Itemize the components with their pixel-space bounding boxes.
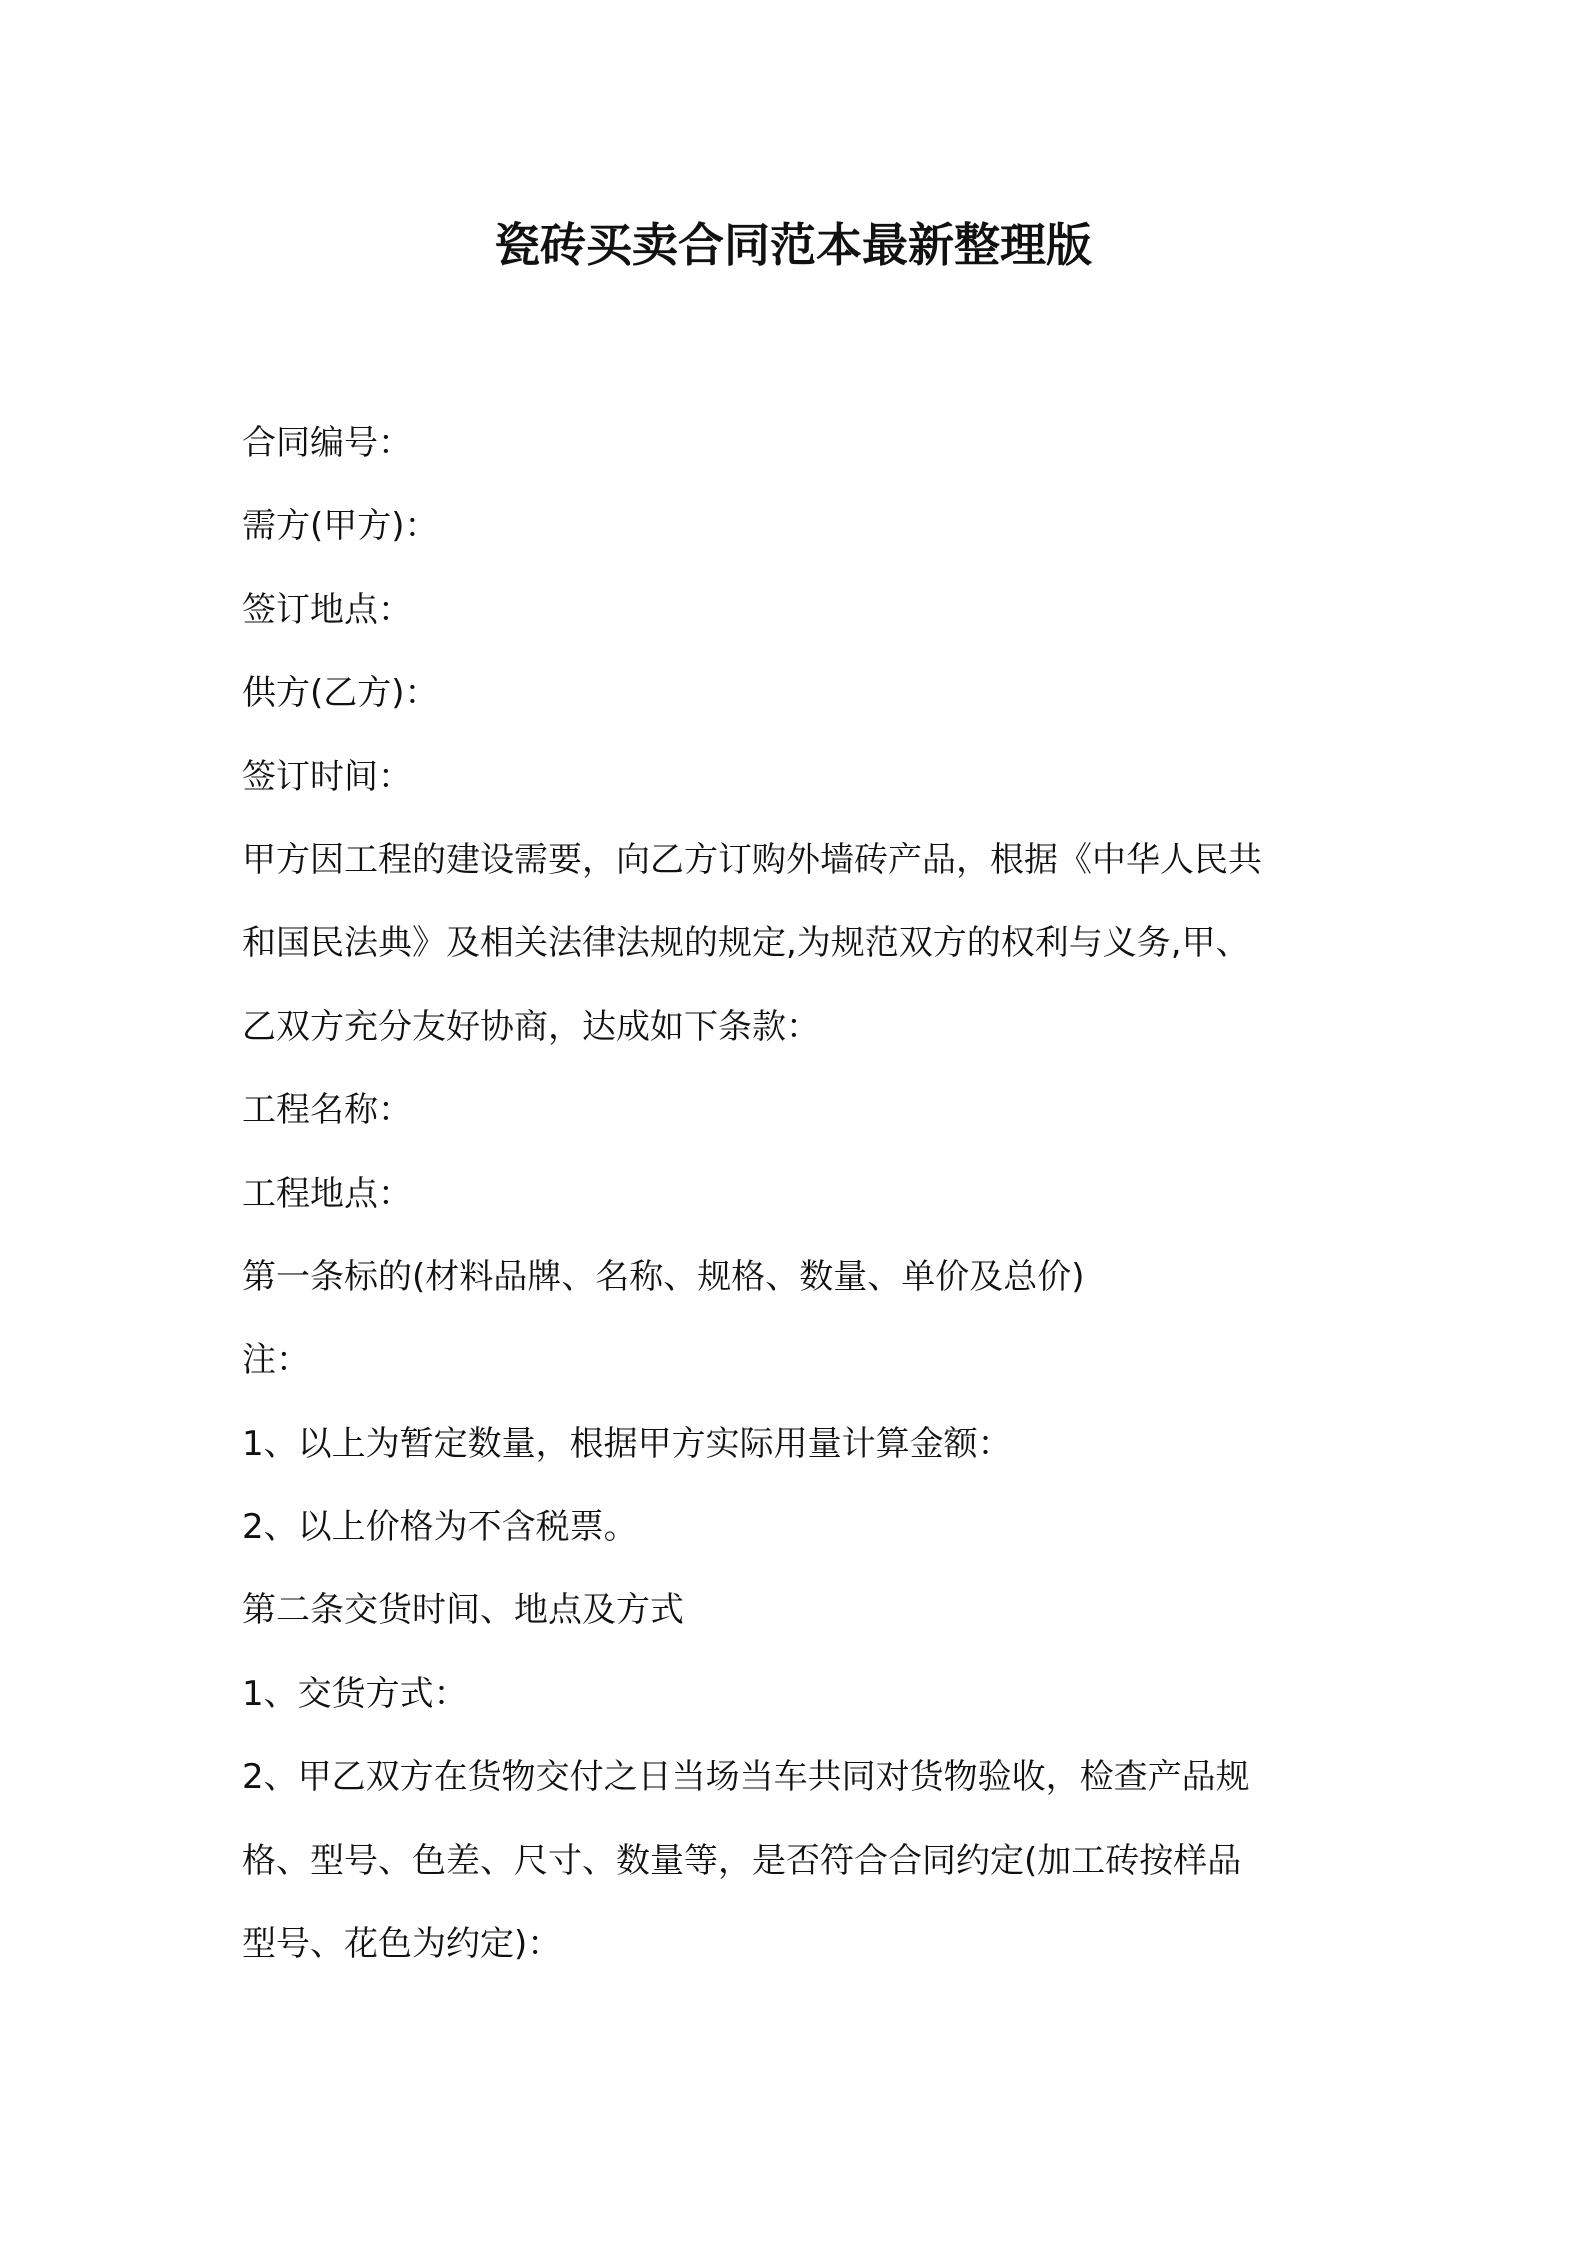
document-title: 瓷砖买卖合同范本最新整理版	[494, 218, 1092, 272]
preamble-line: 和国民法典》及相关法律法规的规定,为规范双方的权利与义务,甲、	[242, 923, 1250, 964]
document-body	[242, 402, 1362, 1986]
field-contract-number: 合同编号：	[242, 423, 412, 463]
field-buyer-party-a: 需方(甲方)：	[242, 506, 439, 547]
note-item: 1、以上为暂定数量，根据甲方实际用量计算金额：	[242, 1423, 1012, 1464]
article-2-item: 2、甲乙双方在货物交付之日当场当车共同对货物验收，检查产品规	[242, 1757, 1250, 1798]
article-2-heading: 第二条交货时间、地点及方式	[242, 1590, 684, 1631]
preamble-line: 甲方因工程的建设需要，向乙方订购外墙砖产品，根据《中华人民共	[242, 839, 1262, 880]
note-item: 2、以上价格为不含税票。	[242, 1507, 638, 1548]
field-project-location: 工程地点：	[242, 1173, 412, 1214]
field-project-name: 工程名称：	[242, 1090, 412, 1131]
field-signing-place: 签订地点：	[242, 589, 412, 630]
field-signing-time: 签订时间：	[242, 756, 412, 797]
article-1-heading: 第一条标的(材料品牌、名称、规格、数量、单价及总价)	[242, 1256, 1085, 1297]
article-2-item-continued: 型号、花色为约定)：	[242, 1924, 562, 1965]
article-2-item-continued: 格、型号、色差、尺寸、数量等，是否符合合同约定(加工砖按样品	[242, 1840, 1242, 1881]
preamble-line: 乙双方充分友好协商，达成如下条款：	[242, 1006, 820, 1047]
field-supplier-party-b: 供方(乙方)：	[242, 673, 439, 714]
note-label: 注：	[242, 1340, 310, 1381]
article-2-item: 1、交货方式：	[242, 1673, 468, 1714]
